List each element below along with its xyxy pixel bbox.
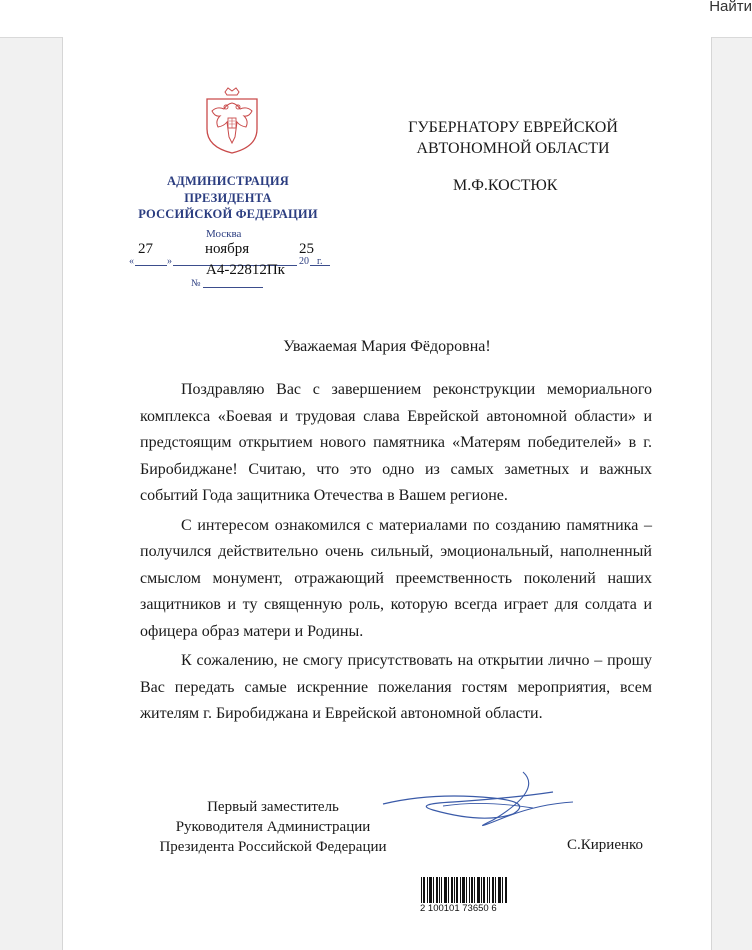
coat-of-arms-emblem [202,85,262,155]
document-page [62,37,712,950]
handwritten-signature [373,762,583,837]
number-underline [203,287,263,288]
title-line-1: Первый заместитель [207,799,339,815]
signer-name: С.Кириенко [567,837,644,853]
day-underline [135,265,167,266]
paragraph: Поздравляю Вас с завершением реконструкции мемориального комплекса «Боевая и трудовая слава Еврейской автономной области» и предстоящим открытием нового памятника «Матерям победителей» в г. Биробиджане! Считаю, что это одно из самых заметных и важных событий Года защитника Отечества в Вашем регионе. [140,381,652,504]
title-line-2: Руководителя Администрации [175,819,371,835]
letter-body [140,377,652,731]
title-line-3: Президента Российской Федерации [159,839,387,855]
year-prefix: 20 [299,256,309,267]
date-month: ноября [205,241,250,257]
year-suffix: г. [317,256,323,267]
top-toolbar [0,0,752,38]
issuer-organization [123,173,333,223]
addressee-line-2: АВТОНОМНОЙ ОБЛАСТИ [416,140,610,157]
org-line-1: АДМИНИСТРАЦИЯ [166,174,290,188]
barcode [421,877,507,903]
paragraph: С интересом ознакомился с материалами по созданию памятника – получился действительно очень сильный, эмоциональный, наполненный смыслом монумент, отражающий преемственность поколений наших защитников и ту священную роль, которую всегда играет для солдата и офицера образ матери и Родины. [140,516,652,640]
addressee-line-1: ГУБЕРНАТОРУ ЕВРЕЙСКОЙ [408,119,618,136]
org-line-2: ПРЕЗИДЕНТА [184,190,272,205]
date-day: 27 [138,241,153,257]
barcode-number: 2 100101 73650 6 [420,903,497,914]
quote-close: » [167,256,172,267]
signatory-title [133,797,413,857]
find-button[interactable]: Найти [709,0,752,15]
letter-greeting: Уважаемая Мария Фёдоровна! [283,338,491,355]
paragraph: К сожалению, не смогу присутствовать на открытии лично – прошу Вас передать самые искренние пожелания гостям мероприятия, всем жителям г. Биробиджана и Еврейской автономной области. [140,652,652,722]
quote-open: « [129,256,134,267]
addressee-block [393,117,633,159]
issue-city: Москва [206,228,242,240]
number-sign: № [191,278,201,289]
org-line-3: РОССИЙСКОЙ ФЕДЕРАЦИИ [138,207,318,221]
registration-number: А4-22812Пк [206,262,285,278]
date-year: 25 [299,241,314,257]
addressee-name: М.Ф.КОСТЮК [453,177,558,194]
